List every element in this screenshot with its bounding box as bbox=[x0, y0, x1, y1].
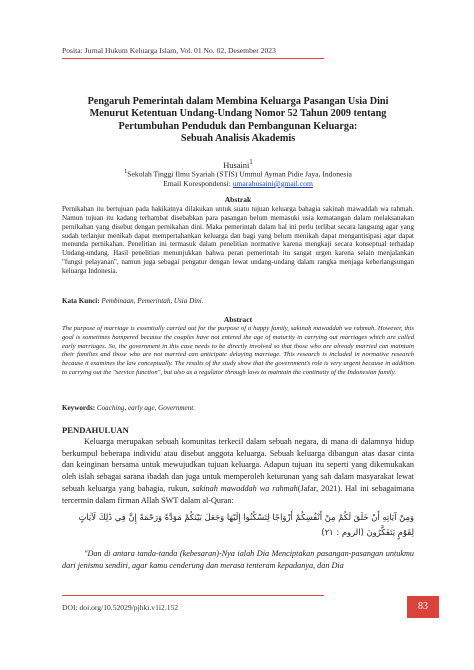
page-number-badge: 83 bbox=[407, 596, 439, 618]
title-line-1: Pengaruh Pemerintah dalam Membina Keluarga Pasangan Usia Dini bbox=[87, 96, 389, 107]
body-paragraph bbox=[62, 436, 414, 506]
affiliation-sup: 1 bbox=[124, 168, 128, 175]
abstrak-heading: Abstrak bbox=[224, 195, 252, 204]
kata-kunci-label: Kata Kunci: bbox=[62, 297, 100, 305]
doi-text: DOI: doi.org/10.52029/pjhki.v1i2.152 bbox=[62, 603, 179, 612]
running-header: Posita: Jurnal Hukum Keluarga Islam, Vol. 01 No. 02, Desember 2023 bbox=[62, 46, 276, 55]
keywords-values: Coaching, early age, Government. bbox=[96, 404, 195, 412]
email-link[interactable]: umarahusaini@gmail.com bbox=[232, 178, 313, 188]
title-line-2: Menurut Ketentuan Undang-Undang Nomor 52 Tahun 2009 tentang bbox=[89, 108, 387, 120]
title-line-4: Sebuah Analisis Akademis bbox=[180, 132, 296, 144]
header-divider bbox=[62, 58, 324, 59]
author-sup: 1 bbox=[249, 158, 253, 166]
email-label: Email Korespondensi: bbox=[163, 178, 233, 188]
abstract-heading: Abstract bbox=[223, 315, 253, 324]
author-name-text: Husaini bbox=[223, 160, 250, 170]
section-title: PENDAHULUAN bbox=[62, 425, 129, 435]
affiliation-block bbox=[62, 167, 414, 188]
keywords-label: Keywords: bbox=[62, 404, 96, 412]
article-title bbox=[62, 96, 414, 145]
para-text-a: Keluarga merupakan sebuah komunitas terkecil dalam sebuah negara, di mana di dalamnya hidup berkumpul beberapa individu atau disebut anggota keluarga. Sebuah keluarga dibangun atas dasar cinta dan keinginan bersama untuk mewujudkan tujuan keluarga. Adapun tujuan itu seperti yang dikemukakan oleh islah sebagai sarana ibadah dan juga untuk memperoleh keturunan yang sah dalam masyarakat lewat sebuah keluarga yang bahagia, rukun, bbox=[62, 437, 414, 493]
quran-verse: وَمِنْ آيَاتِهِ أَنْ خَلَقَ لَكُمْ مِنْ أَنْفُسِكُمْ أَزْوَاجًا لِتَسْكُنُوا إِلَيْهَا وَجَعَلَ بَيْنَكُمْ مَوَدَّةً وَرَحْمَةً إِنَّ فِي ذَٰلِكَ لَآيَاتٍ لِقَوْمٍ يَتَفَكَّرُونَ (الروم : ٢١) bbox=[78, 512, 414, 537]
verse-translation bbox=[62, 548, 414, 571]
kata-kunci-values: Pembinaan, Pemerintah, Usia Dini. bbox=[101, 297, 204, 305]
para-italic: sakinah mawaddah wa rahmah bbox=[192, 483, 298, 493]
keywords bbox=[62, 404, 414, 412]
kata-kunci bbox=[62, 297, 414, 305]
affiliation bbox=[62, 167, 414, 179]
verse-translation-text: "Dan di antara tanda-tanda (kebesaran)-Nya ialah Dia Menciptakan pasangan-pasangan untukmu dari jenismu sendiri, agar kamu cenderung dan merasa tenteram kepadanya, dan Dia bbox=[62, 549, 414, 570]
abstrak-text: Pernikahan itu bertujuan pada hakikatnya dilakukan untuk suatu tujuan keluarga bahagia sakinah mawaddah wa rahmah. Namun tujuan itu kadang terhambat disebabkan para pasangan belum memasuki usia kematangan dalam melaksanakan pernikahan yang disebut dengan pernikahan dini. Maka pemerintah dalam hal ini perlu terlibat secara langsung agar yang sudah terlanjur menikah dapat mempertahankan keluarga dan bagi yang belum menikah dapat mengantisipasi agar dapat menunda pernikahan. Penelitian ini termasuk dalam penelitian normative karena mengkaji secara konseptual terhadap Undang-undang. Hasil penelitian menunjukkan bahwa peran pemerintah itu sangat urgen karena selain menjalankan "fungsi pelayanan", namun juga sebagai pengatur dengan lewat undang-undang dalam rangka menjaga keberlangsungan keluarga Indonesia. bbox=[62, 205, 414, 275]
footer-divider bbox=[62, 595, 324, 596]
para-text-b: (Jafar, 2021). Hal ini sebagaimana tercermin dalam firman Allah SWT dalam al-Quran: bbox=[62, 483, 415, 505]
affiliation-text: Sekolah Tinggi Ilmu Syariah (STIS) Ummul Ayman Pidie Jaya, Indonesia bbox=[127, 169, 352, 179]
abstract-text: The purpose of marriage is essentially carried out for the purpose of a happy family, sakinah mawaddah wa rahmah. However, this goal is sometimes hampered because the couples have not entered the age of maturity in carrying out marriages which are called early marriages. So, the government in this case needs to be directly involved so that those who are already married can maintain their families and those who are not married can anticipate delaying marriage. This research is included in normative research because it examines the law conceptually. The results of the study show that the government's role is very urgent because in addition to carrying out the "service function", but also as a regulator through laws to maintain the continuity of the Indonesian family. bbox=[62, 325, 414, 376]
correspondence bbox=[62, 179, 414, 188]
title-line-3: Pertumbuhan Penduduk dan Pembangunan Keluarga: bbox=[118, 120, 358, 132]
